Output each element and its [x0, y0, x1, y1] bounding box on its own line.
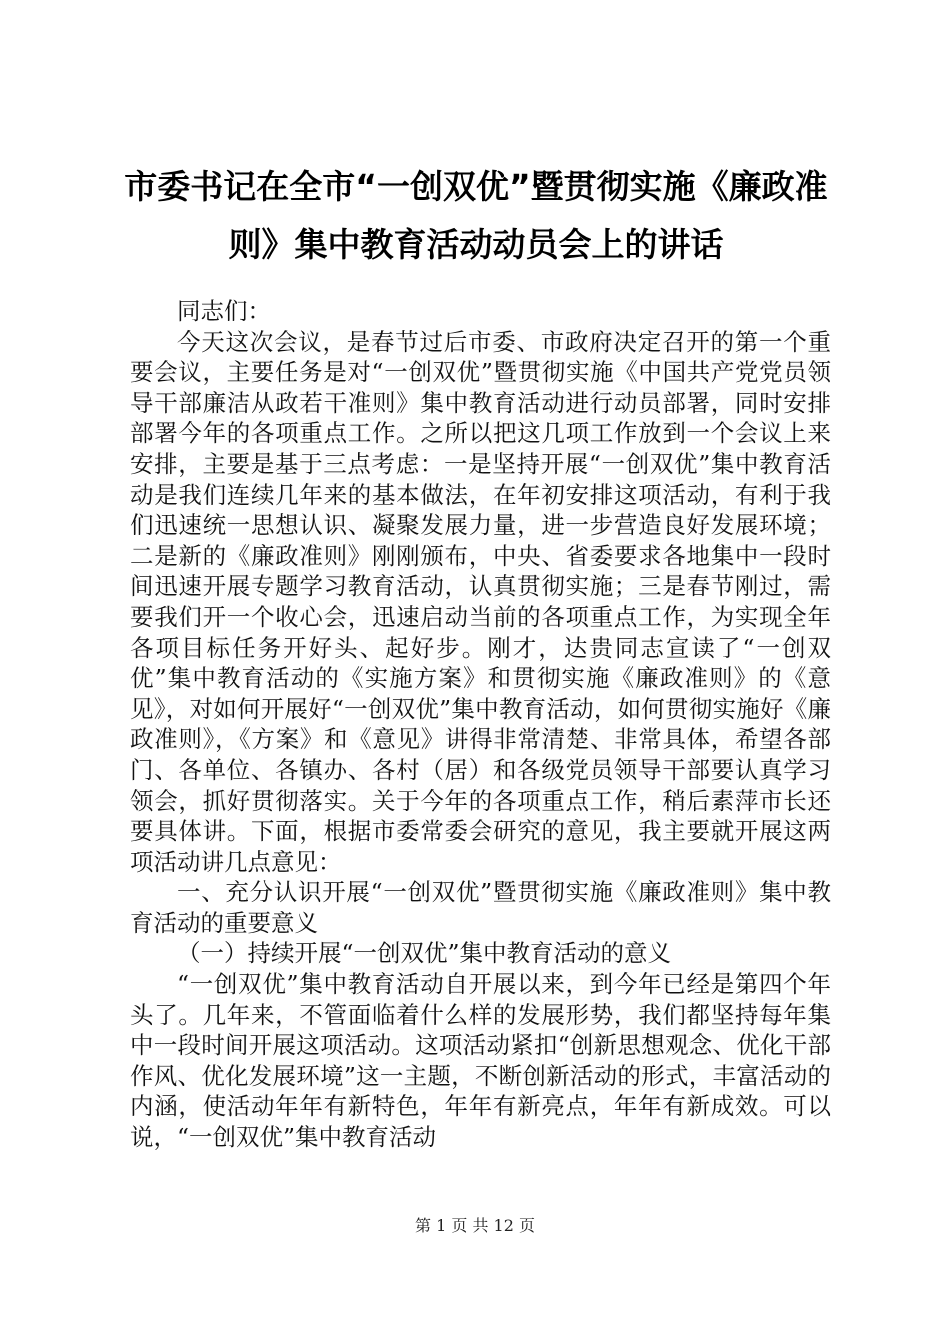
subsection-heading-1: （一）持续开展“一创双优”集中教育活动的意义 [177, 939, 672, 968]
document-body [130, 296, 831, 1153]
paragraph-section-1: “一创双优”集中教育活动自开展以来，到今年已经是第四个年头了。几年来，不管面临着什么样的发展形势，我们都坚持每年集中一段时间开展这项活动。这项活动紧扣“创新思想观念、优化干部作风、优化发展环境”这一主题，不断创新活动的形式，丰富活动的内涵，使活动年年有新特色，年年有新亮点，年年有新成效。可以说，“一创双优”集中教育活动 [130, 970, 831, 1152]
section-heading-1: 一、充分认识开展“一创双优”暨贯彻实施《廉政准则》集中教育活动的重要意义 [130, 878, 831, 937]
page-number: 第 1 页 共 12 页 [415, 1216, 535, 1235]
document-title: 市委书记在全市“一创双优”暨贯彻实施《廉政准则》集中教育活动动员会上的讲话 [124, 167, 828, 264]
paragraph-intro: 今天这次会议，是春节过后市委、市政府决定召开的第一个重要会议，主要任务是对“一创双优”暨贯彻实施《中国共产党党员领导干部廉洁从政若干准则》集中教育活动进行动员部署，同时安排部署今年的各项重点工作。之所以把这几项工作放到一个会议上来安排，主要是基于三点考虑：一是坚持开展“一创双优”集中教育活动是我们连续几年来的基本做法，在年初安排这项活动，有利于我们迅速统一思想认识、凝聚发展力量，进一步营造良好发展环境；二是新的《廉政准则》刚刚颁布，中央、省委要求各地集中一段时间迅速开展专题学习教育活动，认真贯彻实施；三是春节刚过，需要我们开一个收心会，迅速启动当前的各项重点工作，为实现全年各项目标任务开好头、起好步。刚才，达贵同志宣读了“一创双优”集中教育活动的《实施方案》和贯彻实施《廉政准则》的《意见》，对如何开展好“一创双优”集中教育活动，如何贯彻实施好《廉政准则》，《方案》和《意见》讲得非常清楚、非常具体，希望各部门、各单位、各镇办、各村（居）和各级党员领导干部要认真学习领会，抓好贯彻落实。关于今年的各项重点工作，稍后素萍市长还要具体讲。下面，根据市委常委会研究的意见，我主要就开展这两项活动讲几点意见： [130, 327, 831, 876]
salutation: 同志们： [177, 297, 271, 325]
